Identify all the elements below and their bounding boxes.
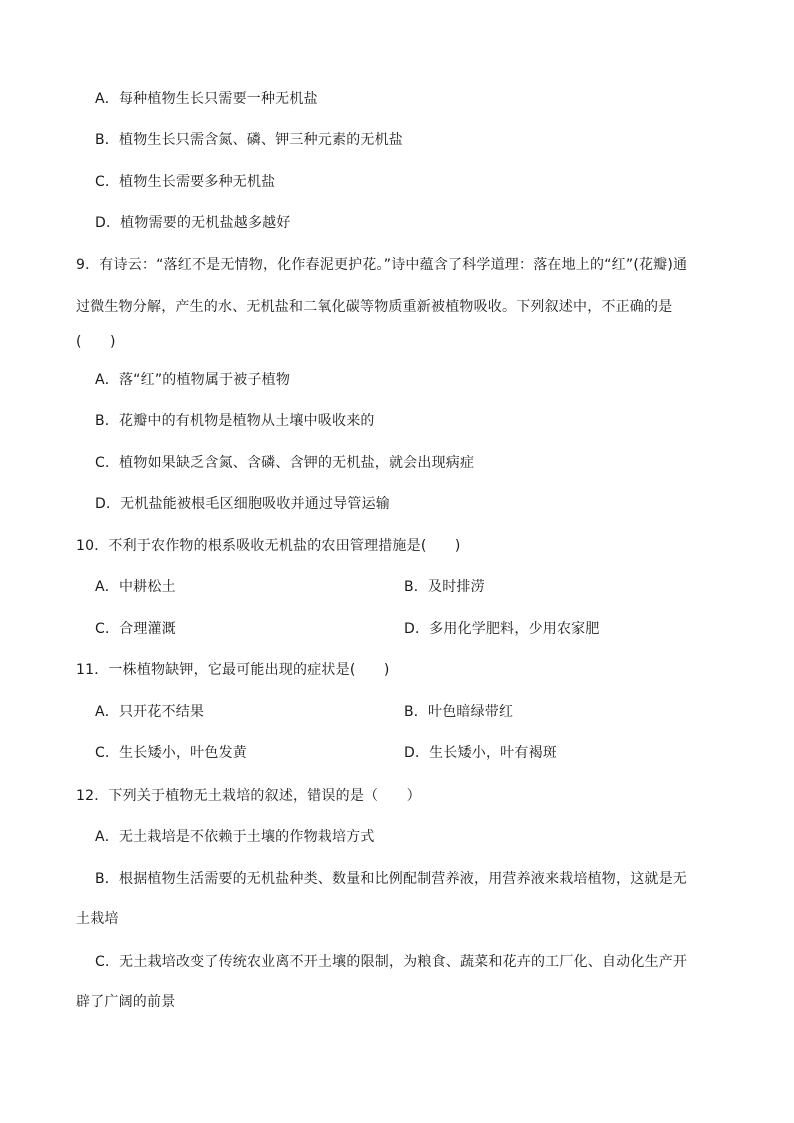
q8-option-a: A．每种植物生长只需要一种无机盐 — [95, 91, 318, 107]
q10-stem: 10．不利于农作物的根系吸收无机盐的农田管理措施是( ) — [76, 538, 461, 554]
q9-option-d: D．无机盐能被根毛区细胞吸收并通过导管运输 — [95, 496, 390, 512]
q10-option-d: D．多用化学肥料，少用农家肥 — [404, 621, 600, 637]
q8-option-d: D．植物需要的无机盐越多越好 — [95, 215, 291, 231]
q8-option-c: C．植物生长需要多种无机盐 — [95, 174, 276, 190]
q9-option-a: A．落“红”的植物属于被子植物 — [95, 372, 291, 388]
q11-option-b: B．叶色暗绿带红 — [404, 704, 514, 720]
q12-option-c-line-1: C．无土栽培改变了传统农业离不开土壤的限制，为粮食、蔬菜和花卉的工厂化、自动化生产开 — [95, 954, 688, 970]
q12-option-a: A．无土栽培是不依赖于土壤的作物栽培方式 — [95, 829, 375, 845]
q10-option-a: A．中耕松土 — [95, 579, 176, 595]
q12-option-b-line-2: 土栽培 — [76, 911, 119, 927]
q9-option-c: C．植物如果缺乏含氮、含磷、含钾的无机盐，就会出现病症 — [95, 455, 475, 471]
q12-option-b-line-1: B．根据植物生活需要的无机盐种类、数量和比例配制营养液，用营养液来栽培植物，这就是无 — [95, 871, 688, 887]
q9-option-b: B．花瓣中的有机物是植物从土壤中吸收来的 — [95, 413, 375, 429]
q8-option-b: B．植物生长只需含氮、磷、钾三种元素的无机盐 — [95, 132, 404, 148]
q11-option-c: C．生长矮小，叶色发黄 — [95, 745, 247, 761]
q12-option-c-line-2: 辟了广阔的前景 — [76, 994, 176, 1010]
q11-option-d: D．生长矮小，叶有褐斑 — [404, 745, 557, 761]
q11-option-a: A．只开花不结果 — [95, 704, 205, 720]
q11-stem: 11．一株植物缺钾，它最可能出现的症状是( ) — [76, 662, 390, 678]
q12-stem: 12．下列关于植物无土栽培的叙述，错误的是（ ） — [76, 788, 421, 804]
q9-stem-line-3: ( ) — [76, 334, 116, 350]
q10-option-c: C．合理灌溉 — [95, 621, 176, 637]
q9-stem-line-2: 过微生物分解，产生的水、无机盐和二氧化碳等物质重新被植物吸收。下列叙述中，不正确的是 — [76, 299, 673, 315]
q9-stem-line-1: 9．有诗云：“落红不是无情物，化作春泥更护花。”诗中蕴含了科学道理：落在地上的“红”(花瓣)通 — [76, 257, 688, 273]
q10-option-b: B．及时排涝 — [404, 579, 485, 595]
